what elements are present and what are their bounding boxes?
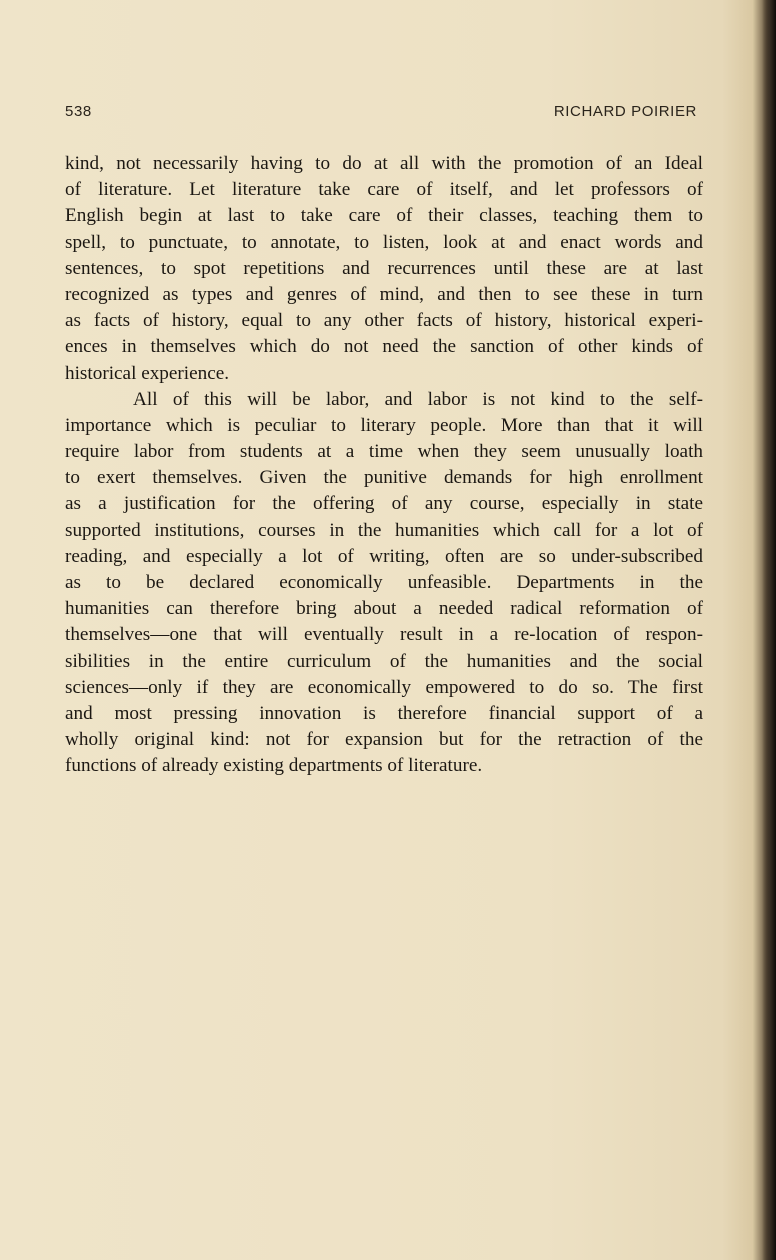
text-line: kind, not necessarily having to do at all with the promotion of an Ideal xyxy=(65,153,703,174)
body-text xyxy=(65,151,703,780)
text-line: All of this will be labor, and labor is not kind to the self- xyxy=(133,388,703,410)
text-line: English begin at last to take care of their classes, teaching them to xyxy=(65,205,703,227)
text-line: wholly original kind: not for expansion but for the retraction of the xyxy=(65,729,703,751)
text-line: reading, and especially a lot of writing, often are so under-subscribed xyxy=(65,545,703,567)
paragraph xyxy=(65,387,703,780)
text-line: require labor from students at a time when they seem unusually loath xyxy=(65,441,703,463)
text-line: sibilities in the entire curriculum of the humanities and the social xyxy=(65,650,703,672)
running-head: RICHARD POIRIER xyxy=(553,103,697,120)
text-line: ences in themselves which do not need the sanction of other kinds of xyxy=(65,336,703,358)
text-line: historical experience. xyxy=(65,362,230,384)
text-line: supported institutions, courses in the humanities which call for a lot of xyxy=(65,519,703,541)
text-line: spell, to punctuate, to annotate, to listen, look at and enact words and xyxy=(65,231,703,253)
text-line: as facts of history, equal to any other facts of history, historical experi- xyxy=(65,310,703,332)
text-line: sciences—only if they are economically empowered to do so. The first xyxy=(65,676,703,698)
text-line: as to be declared economically unfeasible. Departments in the xyxy=(65,572,703,593)
text-line: sentences, to spot repetitions and recurrences until these are at last xyxy=(65,257,703,279)
book-spine-shadow xyxy=(762,0,776,1260)
text-line: recognized as types and genres of mind, and then to see these in turn xyxy=(65,283,703,305)
text-line: themselves—one that will eventually result in a re-location of respon- xyxy=(65,624,703,646)
text-line: functions of already existing departments of literature. xyxy=(65,755,483,777)
text-line: humanities can therefore bring about a needed radical reformation of xyxy=(65,598,703,620)
text-line: to exert themselves. Given the punitive demands for high enrollment xyxy=(65,467,703,489)
paragraph xyxy=(65,151,703,387)
page-number: 538 xyxy=(65,103,92,120)
text-line: as a justification for the offering of any course, especially in state xyxy=(65,493,703,515)
text-line: and most pressing innovation is therefore financial support of a xyxy=(65,702,703,724)
text-line: importance which is peculiar to literary people. More than that it will xyxy=(65,414,703,436)
text-line: of literature. Let literature take care of itself, and let professors of xyxy=(65,179,703,201)
